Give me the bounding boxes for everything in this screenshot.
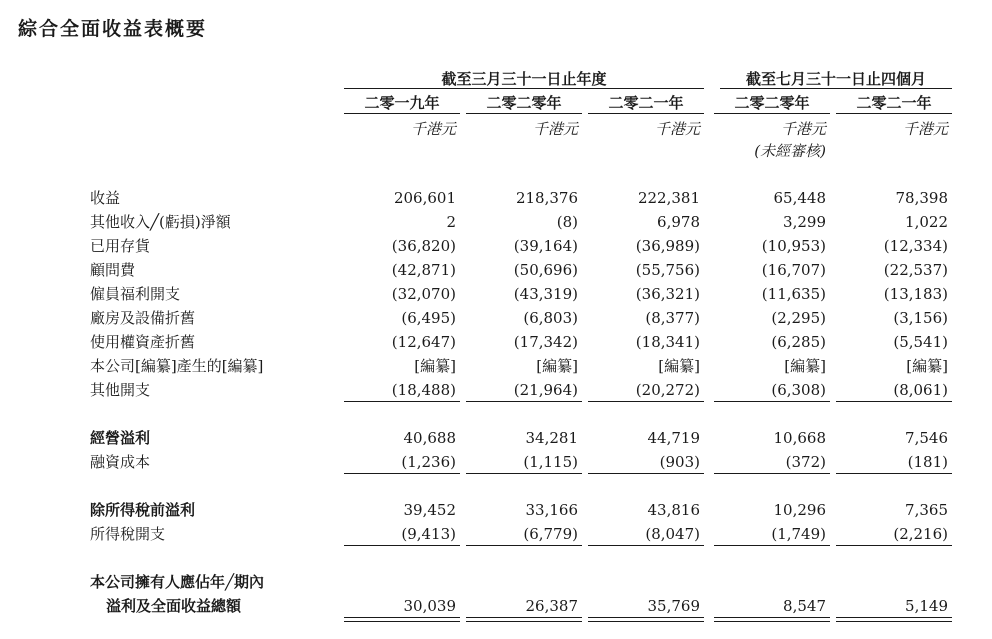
value-cell: (2,295): [771, 309, 826, 327]
unit-label: 千港元: [532, 120, 578, 138]
value-cell: (6,308): [771, 381, 826, 399]
row-label-income-tax: 所得稅開支: [90, 525, 166, 543]
value-cell: 34,281: [525, 429, 578, 447]
value-cell: (1,749): [771, 525, 826, 543]
value-cell: (16,707): [761, 261, 826, 279]
value-cell: (42,871): [391, 261, 456, 279]
value-cell: 6,978: [657, 213, 700, 231]
value-cell: 206,601: [393, 189, 456, 207]
value-cell: (18,488): [391, 381, 456, 399]
value-cell: 30,039: [403, 597, 456, 615]
value-cell: (6,495): [401, 309, 456, 327]
value-cell: (36,321): [635, 285, 700, 303]
value-cell: (36,989): [635, 237, 700, 255]
value-cell: (372): [785, 453, 826, 471]
value-cell: (43,319): [513, 285, 578, 303]
subtotal-rule: [714, 545, 830, 546]
unit-label: 千港元: [902, 120, 948, 138]
subtotal-rule: [344, 545, 460, 546]
value-cell: 44,719: [647, 429, 700, 447]
total-double-rule: [344, 617, 460, 622]
subtotal-rule: [836, 545, 952, 546]
unit-label: 千港元: [654, 120, 700, 138]
subtotal-rule: [466, 401, 582, 402]
value-cell: (8,377): [645, 309, 700, 327]
row-label-ppe-depreciation: 廠房及設備折舊: [90, 309, 196, 327]
column-header-2020: 二零二零年: [466, 93, 582, 114]
value-cell: 10,668: [773, 429, 826, 447]
value-cell: (9,413): [401, 525, 456, 543]
unit-label: 千港元: [780, 120, 826, 138]
value-cell: 3,299: [783, 213, 826, 231]
row-label-revenue: 收益: [90, 189, 121, 207]
value-cell: 33,166: [525, 501, 578, 519]
value-cell: 222,381: [637, 189, 700, 207]
value-cell: [編纂]: [536, 357, 578, 375]
value-cell: 5,149: [905, 597, 948, 615]
row-label-redacted-expenses: 本公司[編纂]產生的[編纂]: [90, 357, 264, 375]
value-cell: (12,647): [391, 333, 456, 351]
value-cell: 26,387: [525, 597, 578, 615]
value-cell: 65,448: [773, 189, 826, 207]
value-cell: (12,334): [883, 237, 948, 255]
value-cell: 2: [446, 213, 456, 231]
value-cell: 7,546: [905, 429, 948, 447]
subtotal-rule: [836, 473, 952, 474]
value-cell: (3,156): [893, 309, 948, 327]
row-label-operating-profit: 經營溢利: [90, 429, 151, 447]
value-cell: 43,816: [647, 501, 700, 519]
total-double-rule: [714, 617, 830, 622]
value-cell: (13,183): [883, 285, 948, 303]
value-cell: 40,688: [403, 429, 456, 447]
column-header-interim-2020: 二零二零年: [714, 93, 830, 114]
value-cell: (10,953): [761, 237, 826, 255]
value-cell: [編纂]: [414, 357, 456, 375]
value-cell: (55,756): [635, 261, 700, 279]
value-cell: (8,047): [645, 525, 700, 543]
value-cell: [編纂]: [658, 357, 700, 375]
column-header-2021: 二零二一年: [588, 93, 704, 114]
subtotal-rule: [714, 401, 830, 402]
value-cell: (8): [556, 213, 578, 231]
row-label-other-expenses: 其他開支: [90, 381, 151, 399]
value-cell: (6,285): [771, 333, 826, 351]
value-cell: 8,547: [783, 597, 826, 615]
subtotal-rule: [836, 401, 952, 402]
page-title: 綜合全面收益表概要: [18, 18, 208, 40]
value-cell: (2,216): [893, 525, 948, 543]
subtotal-rule: [344, 401, 460, 402]
total-double-rule: [588, 617, 704, 622]
subtotal-rule: [588, 545, 704, 546]
row-label-rou-depreciation: 使用權資產折舊: [90, 333, 196, 351]
value-cell: (17,342): [513, 333, 578, 351]
value-cell: (8,061): [893, 381, 948, 399]
value-cell: 218,376: [515, 189, 578, 207]
subtotal-rule: [714, 473, 830, 474]
row-label-attributable-line1: 本公司擁有人應佔年╱期內: [90, 573, 265, 591]
subtotal-rule: [588, 401, 704, 402]
group-header-interim: 截至七月三十一日止四個月: [720, 70, 952, 89]
value-cell: (21,964): [513, 381, 578, 399]
total-double-rule: [466, 617, 582, 622]
row-label-attributable-line2: 溢利及全面收益總額: [106, 597, 242, 615]
column-header-2019: 二零一九年: [344, 93, 460, 114]
row-label-other-income: 其他收入╱(虧損)淨額: [90, 213, 231, 231]
value-cell: (20,272): [635, 381, 700, 399]
value-cell: (18,341): [635, 333, 700, 351]
row-label-profit-before-tax: 除所得稅前溢利: [90, 501, 196, 519]
value-cell: (1,115): [523, 453, 578, 471]
value-cell: [編纂]: [906, 357, 948, 375]
value-cell: 1,022: [905, 213, 948, 231]
unit-label: 千港元: [410, 120, 456, 138]
value-cell: (39,164): [513, 237, 578, 255]
column-header-interim-2021: 二零二一年: [836, 93, 952, 114]
value-cell: 39,452: [403, 501, 456, 519]
value-cell: (22,537): [883, 261, 948, 279]
value-cell: 35,769: [647, 597, 700, 615]
value-cell: (181): [907, 453, 948, 471]
row-label-inventories-used: 已用存貨: [90, 237, 151, 255]
subtotal-rule: [466, 545, 582, 546]
subtotal-rule: [588, 473, 704, 474]
subtotal-rule: [466, 473, 582, 474]
value-cell: (6,803): [523, 309, 578, 327]
value-cell: (36,820): [391, 237, 456, 255]
value-cell: (6,779): [523, 525, 578, 543]
value-cell: (1,236): [401, 453, 456, 471]
value-cell: (32,070): [391, 285, 456, 303]
value-cell: (903): [659, 453, 700, 471]
value-cell: 10,296: [773, 501, 826, 519]
value-cell: 7,365: [905, 501, 948, 519]
value-cell: 78,398: [895, 189, 948, 207]
value-cell: (5,541): [893, 333, 948, 351]
unaudited-note: (未經審核): [754, 142, 826, 160]
value-cell: (50,696): [513, 261, 578, 279]
value-cell: [編纂]: [784, 357, 826, 375]
total-double-rule: [836, 617, 952, 622]
row-label-consultancy-fees: 顧問費: [90, 261, 136, 279]
subtotal-rule: [344, 473, 460, 474]
group-header-annual: 截至三月三十一日止年度: [344, 70, 704, 89]
row-label-finance-costs: 融資成本: [90, 453, 151, 471]
value-cell: (11,635): [761, 285, 826, 303]
row-label-employee-benefits: 僱員福利開支: [90, 285, 181, 303]
